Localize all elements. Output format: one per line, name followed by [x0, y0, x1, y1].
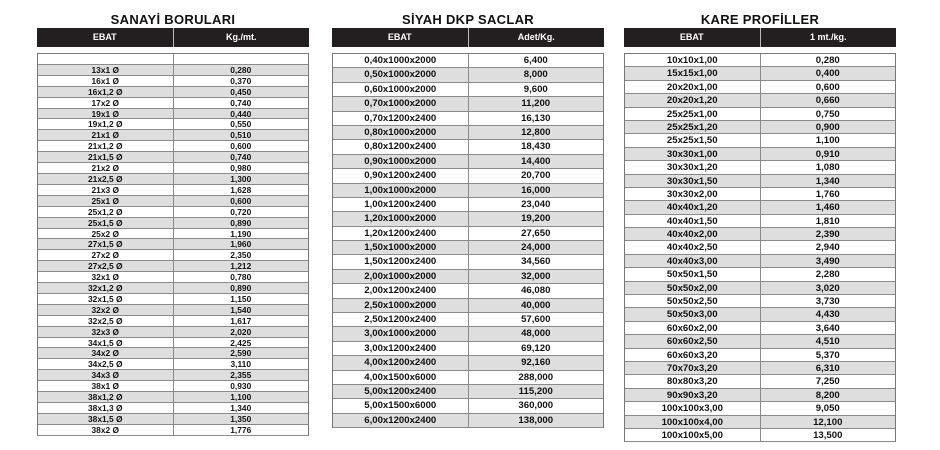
cell-size: 21x3 Ø	[91, 184, 119, 195]
cell-size: 25x25x1,50	[666, 135, 718, 147]
table-row	[625, 416, 895, 429]
table-row	[333, 140, 603, 154]
cell-size: 50x50x2,50	[666, 296, 718, 308]
cell-value: 57,600	[468, 313, 604, 326]
cell-size: 80x80x3,20	[666, 376, 718, 388]
cell-size: 0,80x1200x2400	[364, 141, 437, 153]
cell-value: 69,120	[468, 342, 604, 355]
cell-value: 2,425	[173, 338, 309, 348]
cell-value: 6,310	[760, 362, 896, 374]
table-row	[625, 161, 895, 174]
cell-value: 46,080	[468, 284, 604, 297]
table-row	[38, 316, 308, 327]
cell-value: 0,400	[760, 67, 896, 79]
cell-size: 25x1,2 Ø	[88, 206, 123, 217]
cell-value: 2,940	[760, 241, 896, 253]
table-title: SİYAH DKP SACLAR	[402, 12, 534, 27]
table-row	[625, 228, 895, 241]
cell-value: 0,780	[173, 272, 309, 282]
cell-value: 3,730	[760, 295, 896, 307]
column-header-ebat: EBAT	[679, 32, 704, 42]
table-row	[333, 399, 603, 413]
cell-value: 1,810	[760, 215, 896, 227]
cell-value: 0,600	[173, 141, 309, 151]
cell-size: 16x1,2 Ø	[88, 86, 123, 97]
cell-value: 1,960	[173, 239, 309, 249]
cell-value: 16,130	[468, 112, 604, 125]
table-row	[625, 335, 895, 348]
cell-size: 1,50x1200x2400	[364, 256, 437, 268]
table-row	[333, 255, 603, 269]
cell-value: 4,430	[760, 308, 896, 320]
cell-value	[173, 54, 309, 64]
table-row	[38, 239, 308, 250]
table-row	[333, 126, 603, 140]
cell-value: 3,020	[760, 282, 896, 294]
cell-size: 21x1,5 Ø	[88, 152, 123, 163]
cell-value: 1,340	[173, 403, 309, 413]
cell-size: 100x100x5,00	[661, 429, 723, 441]
table-row	[38, 109, 308, 120]
cell-size: 32x1 Ø	[91, 272, 119, 283]
table-title: KARE PROFİLLER	[700, 12, 820, 27]
cell-size: 21x2,5 Ø	[88, 173, 123, 184]
cell-size: 50x50x2,00	[666, 282, 718, 294]
column-header-unit: Kg./mt.	[173, 28, 310, 47]
cell-size: 6,00x1200x2400	[364, 414, 437, 426]
cell-value: 1,300	[173, 174, 309, 184]
table-row	[625, 402, 895, 415]
table-row	[38, 185, 308, 196]
table-row	[38, 370, 308, 381]
table-row	[333, 97, 603, 111]
cell-size: 25x25x1,00	[666, 108, 718, 120]
cell-size: 38x1,5 Ø	[88, 413, 123, 424]
table-body	[37, 53, 309, 436]
table-title: SANAYİ BORULARI	[110, 12, 236, 27]
cell-size: 15x15x1,00	[666, 68, 718, 80]
table-row	[625, 67, 895, 80]
cell-value: 2,390	[760, 228, 896, 240]
cell-value: 0,720	[173, 207, 309, 217]
cell-value: 0,550	[173, 119, 309, 129]
cell-value: 1,350	[173, 414, 309, 424]
cell-size: 13x1 Ø	[91, 64, 119, 75]
cell-value: 1,540	[173, 305, 309, 315]
cell-size: 2,00x1000x2000	[364, 270, 437, 282]
cell-value: 0,660	[760, 94, 896, 106]
cell-value: 0,910	[760, 148, 896, 160]
table-row	[38, 207, 308, 218]
table-body	[332, 53, 604, 428]
cell-value: 1,212	[173, 261, 309, 271]
table-row	[38, 392, 308, 403]
cell-size: 100x100x4,00	[661, 416, 723, 428]
table-header	[332, 28, 604, 47]
cell-value: 14,400	[468, 155, 604, 168]
cell-value: 0,450	[173, 87, 309, 97]
cell-size: 32x3 Ø	[91, 326, 119, 337]
cell-value: 0,750	[760, 108, 896, 120]
cell-size: 90x90x3,20	[666, 389, 718, 401]
cell-value: 1,340	[760, 175, 896, 187]
cell-value: 1,100	[760, 134, 896, 146]
cell-size: 30x30x1,20	[666, 162, 718, 174]
cell-size: 5,00x1200x2400	[364, 385, 437, 397]
table-row	[625, 188, 895, 201]
table-row	[38, 54, 308, 65]
table-row	[625, 241, 895, 254]
cell-value: 0,440	[173, 109, 309, 119]
cell-size: 1,00x1200x2400	[364, 198, 437, 210]
cell-size: 0,40x1000x2000	[364, 55, 437, 66]
cell-size: 16x1 Ø	[91, 75, 119, 86]
cell-size: 21x1,2 Ø	[88, 141, 123, 152]
table-row	[333, 155, 603, 169]
cell-size: 40x40x1,20	[666, 202, 718, 214]
cell-size: 1,00x1000x2000	[364, 184, 437, 196]
cell-value: 1,150	[173, 294, 309, 304]
cell-value: 40,000	[468, 299, 604, 312]
cell-size: 32x2 Ø	[91, 304, 119, 315]
table-row	[38, 327, 308, 338]
table-row	[38, 414, 308, 425]
cell-value: 1,760	[760, 188, 896, 200]
cell-value: 138,000	[468, 414, 604, 427]
table-row	[333, 212, 603, 226]
cell-value: 23,040	[468, 198, 604, 211]
column-header-unit: Adet/Kg.	[468, 28, 605, 47]
table-row	[38, 98, 308, 109]
cell-size: 19x1 Ø	[91, 108, 119, 119]
table-row	[625, 362, 895, 375]
table-row	[38, 130, 308, 141]
cell-size: 38x1,2 Ø	[88, 392, 123, 402]
table-row	[38, 229, 308, 240]
cell-size: 40x40x2,50	[666, 242, 718, 254]
cell-size: 70x70x3,20	[666, 362, 718, 374]
table-row	[333, 299, 603, 313]
table-row	[333, 227, 603, 241]
table-row	[625, 268, 895, 281]
cell-size: 1,50x1000x2000	[364, 242, 437, 254]
cell-size: 38x1,3 Ø	[88, 403, 123, 413]
cell-value: 0,600	[760, 81, 896, 93]
table-row	[38, 348, 308, 359]
cell-value: 2,590	[173, 348, 309, 358]
cell-value: 4,510	[760, 335, 896, 347]
table-row	[625, 282, 895, 295]
table-row	[625, 121, 895, 134]
cell-size: 30x30x1,50	[666, 175, 718, 187]
table-row	[38, 65, 308, 76]
table-row	[333, 54, 603, 68]
cell-size: 19x1,2 Ø	[88, 119, 123, 130]
cell-size: 60x60x3,20	[666, 349, 718, 361]
cell-value: 9,600	[468, 83, 604, 96]
column-header-ebat: EBAT	[92, 32, 117, 42]
cell-size: 34x2 Ø	[91, 348, 119, 359]
table-row	[38, 76, 308, 87]
cell-size: 10x10x1,00	[666, 55, 718, 66]
cell-size: 4,00x1200x2400	[364, 357, 437, 369]
cell-value: 2,350	[173, 250, 309, 260]
cell-value: 20,700	[468, 169, 604, 182]
table-body	[624, 53, 896, 442]
table-row	[625, 389, 895, 402]
cell-value: 24,000	[468, 241, 604, 254]
cell-size: 0,60x1000x2000	[364, 83, 437, 95]
table-row	[38, 381, 308, 392]
cell-value: 0,980	[173, 163, 309, 173]
cell-size: 34x2,5 Ø	[88, 359, 123, 370]
cell-size: 40x40x1,50	[666, 215, 718, 227]
cell-value: 32,000	[468, 270, 604, 283]
cell-value: 9,050	[760, 402, 896, 414]
cell-size: 3,00x1200x2400	[364, 342, 437, 354]
table-row	[625, 255, 895, 268]
table-row	[38, 250, 308, 261]
cell-value: 12,100	[760, 416, 896, 428]
table-row	[625, 81, 895, 94]
cell-size: 25x2 Ø	[91, 228, 119, 239]
cell-value: 288,000	[468, 371, 604, 384]
cell-size: 2,50x1200x2400	[364, 314, 437, 326]
table-row	[625, 322, 895, 335]
cell-value: 0,890	[173, 283, 309, 293]
table-header	[624, 28, 896, 47]
cell-value: 2,355	[173, 370, 309, 380]
cell-size: 32x1,2 Ø	[88, 283, 123, 293]
cell-value: 8,000	[468, 68, 604, 81]
cell-value: 1,460	[760, 201, 896, 213]
table-row	[38, 359, 308, 370]
cell-size: 2,50x1000x2000	[364, 299, 437, 311]
table-header	[37, 28, 309, 47]
cell-size: 27x2,5 Ø	[88, 261, 123, 272]
table-row	[38, 196, 308, 207]
table-row	[333, 112, 603, 126]
cell-size: 3,00x1000x2000	[364, 328, 437, 340]
cell-size: 25x1 Ø	[91, 195, 119, 206]
table-row	[333, 371, 603, 385]
table-row	[625, 175, 895, 188]
cell-size: 27x2 Ø	[91, 250, 119, 261]
cell-value: 3,640	[760, 322, 896, 334]
table-row	[333, 356, 603, 370]
table-row	[333, 184, 603, 198]
table-row	[333, 198, 603, 212]
table-row	[38, 403, 308, 414]
cell-size: 40x40x2,00	[666, 229, 718, 241]
table-row	[38, 152, 308, 163]
table-row	[333, 414, 603, 428]
cell-size: 0,70x1000x2000	[364, 98, 437, 110]
cell-size: 50x50x1,50	[666, 269, 718, 281]
cell-value: 27,650	[468, 227, 604, 240]
table-row	[333, 169, 603, 183]
cell-value: 1,080	[760, 161, 896, 173]
cell-value: 1,628	[173, 185, 309, 195]
table-row	[38, 283, 308, 294]
cell-value: 0,370	[173, 76, 309, 86]
cell-size: 0,90x1200x2400	[364, 170, 437, 182]
table-row	[333, 241, 603, 255]
table-row	[625, 148, 895, 161]
cell-value: 12,800	[468, 126, 604, 139]
cell-size: 20x20x1,00	[666, 81, 718, 93]
table-row	[333, 342, 603, 356]
cell-size: 40x40x3,00	[666, 255, 718, 267]
table-row	[38, 294, 308, 305]
cell-size: 17x2 Ø	[91, 97, 119, 108]
cell-value: 1,190	[173, 229, 309, 239]
cell-value: 92,160	[468, 356, 604, 369]
cell-size: 25x25x1,20	[666, 121, 718, 133]
cell-value: 0,740	[173, 98, 309, 108]
cell-size: 60x60x2,50	[666, 336, 718, 348]
table-row	[333, 270, 603, 284]
cell-size: 34x1,5 Ø	[88, 337, 123, 348]
cell-value: 0,280	[760, 54, 896, 66]
table-row	[625, 349, 895, 362]
cell-size: 0,90x1000x2000	[364, 155, 437, 167]
table-row	[625, 108, 895, 121]
table-row	[38, 174, 308, 185]
table-row	[38, 87, 308, 98]
cell-value: 0,510	[173, 130, 309, 140]
cell-size: 27x1,5 Ø	[88, 239, 123, 250]
cell-value: 7,250	[760, 375, 896, 387]
cell-size: 0,80x1000x2000	[364, 126, 437, 138]
cell-size: 30x30x2,00	[666, 188, 718, 200]
cell-value: 0,740	[173, 152, 309, 162]
cell-value: 2,020	[173, 327, 309, 337]
cell-value: 0,890	[173, 218, 309, 228]
table-row	[333, 83, 603, 97]
cell-value: 0,900	[760, 121, 896, 133]
table-row	[38, 141, 308, 152]
cell-value: 19,200	[468, 212, 604, 225]
cell-size: 0,70x1200x2400	[364, 112, 437, 124]
table-row	[333, 68, 603, 82]
column-header-ebat: EBAT	[387, 32, 412, 42]
cell-value: 0,930	[173, 381, 309, 391]
cell-size: 1,20x1200x2400	[364, 227, 437, 239]
table-row	[625, 215, 895, 228]
table-row	[333, 313, 603, 327]
table-row	[625, 134, 895, 147]
column-header-unit: 1 mt./kg.	[760, 28, 897, 47]
cell-size: 2,00x1200x2400	[364, 285, 437, 297]
cell-value: 360,000	[468, 399, 604, 412]
table-row	[38, 272, 308, 283]
cell-value: 8,200	[760, 389, 896, 401]
cell-size: 38x2 Ø	[91, 424, 119, 435]
table-row	[38, 218, 308, 229]
table-row	[333, 385, 603, 399]
table-row	[38, 261, 308, 272]
cell-value: 48,000	[468, 327, 604, 340]
table-row	[625, 54, 895, 67]
cell-value: 0,600	[173, 196, 309, 206]
cell-value: 3,110	[173, 359, 309, 369]
cell-value: 13,500	[760, 429, 896, 441]
table-row	[333, 327, 603, 341]
cell-size: 21x1 Ø	[91, 130, 119, 141]
table-row	[625, 375, 895, 388]
cell-size: 32x1,5 Ø	[88, 293, 123, 304]
cell-value: 11,200	[468, 97, 604, 110]
cell-size: 50x50x3,00	[666, 309, 718, 321]
table-row	[38, 305, 308, 316]
cell-value: 34,560	[468, 255, 604, 268]
table-row	[38, 119, 308, 130]
cell-size: 60x60x2,00	[666, 322, 718, 334]
cell-value: 0,280	[173, 65, 309, 75]
cell-value: 3,490	[760, 255, 896, 267]
cell-value: 18,430	[468, 140, 604, 153]
cell-size: 4,00x1500x6000	[364, 371, 437, 383]
table-row	[625, 295, 895, 308]
cell-size: 20x20x1,20	[666, 95, 718, 107]
cell-value: 1,100	[173, 392, 309, 402]
cell-size: 21x2 Ø	[91, 163, 119, 173]
cell-value: 6,400	[468, 54, 604, 67]
table-row	[625, 429, 895, 442]
cell-value: 1,776	[173, 425, 309, 435]
table-row	[625, 94, 895, 107]
cell-value: 2,280	[760, 268, 896, 280]
table-row	[38, 338, 308, 349]
cell-size	[38, 54, 173, 64]
cell-value: 16,000	[468, 184, 604, 197]
table-row	[333, 284, 603, 298]
cell-size: 34x3 Ø	[91, 370, 119, 381]
cell-size: 0,50x1000x2000	[364, 69, 437, 81]
cell-value: 115,200	[468, 385, 604, 398]
cell-size: 5,00x1500x6000	[364, 400, 437, 412]
cell-size: 25x1,5 Ø	[88, 217, 123, 228]
cell-size: 100x100x3,00	[661, 403, 723, 415]
table-row	[625, 308, 895, 321]
table-row	[625, 201, 895, 214]
cell-value: 1,617	[173, 316, 309, 326]
cell-size: 38x1 Ø	[91, 381, 119, 392]
table-row	[38, 425, 308, 436]
cell-size: 30x30x1,00	[666, 148, 718, 160]
cell-value: 5,370	[760, 349, 896, 361]
table-row	[38, 163, 308, 174]
cell-size: 1,20x1000x2000	[364, 213, 437, 225]
cell-size: 32x2,5 Ø	[88, 315, 123, 326]
